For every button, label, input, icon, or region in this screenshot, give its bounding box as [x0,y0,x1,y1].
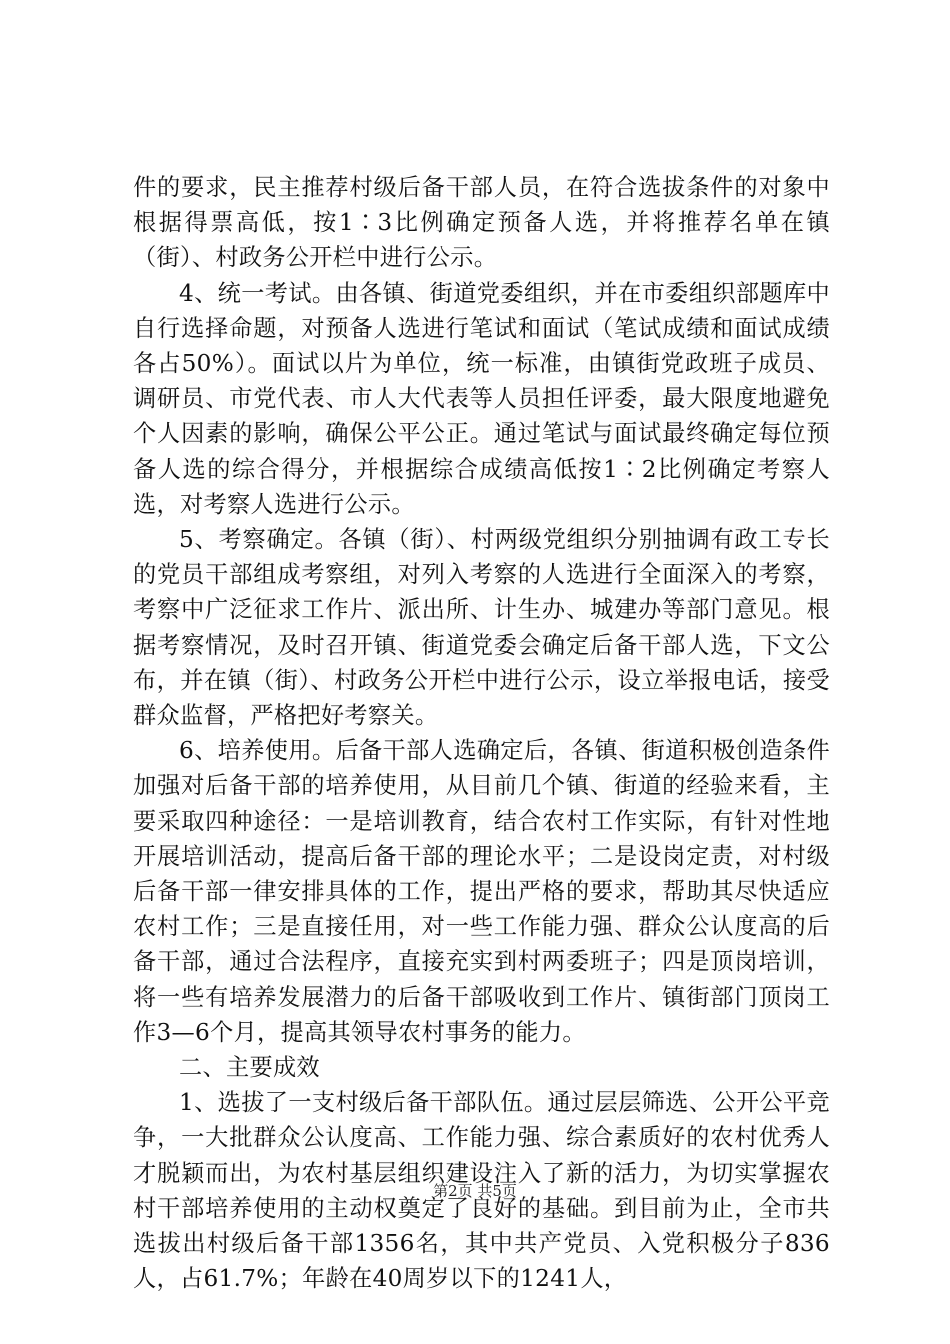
document-body [133,170,830,1297]
page-number-footer: 第2页 共5页 [433,1182,517,1200]
paragraph-selected-team: 1、选拔了一支村级后备干部队伍。通过层层筛选、公开公平竞争，一大批群众公认度高、工作能力强、综合素质好的农村优秀人才脱颖而出，为农村基层组织建设注入了新的活力，为切实掌握农村干部培养使用的主动权奠定了良好的基础。到目前为止，全市共选拔出村级后备干部1356名，其中共产党员、入党积极分子836人，占61.7%；年龄在40周岁以下的1241人， [133,1089,830,1293]
paragraph-unified-exam: 4、统一考试。由各镇、街道党委组织，并在市委组织部题库中自行选择命题，对预备人选进行笔试和面试（笔试成绩和面试成绩各占50%）。面试以片为单位，统一标准，由镇街党政班子成员、调研员、市党代表、市人大代表等人员担任评委，最大限度地避免个人因素的影响，确保公平公正。通过笔试与面试最终确定每位预备人选的综合得分，并根据综合成绩高低按1∶2比例确定考察人选，对考察人选进行公示。 [133,279,830,518]
paragraph-continuation: 件的要求，民主推荐村级后备干部人员，在符合选拔条件的对象中根据得票高低，按1∶3比例确定预备人选，并将推荐名单在镇（街）、村政务公开栏中进行公示。 [133,174,830,272]
paragraph-inspection: 5、考察确定。各镇（街）、村两级党组织分别抽调有政工专长的党员干部组成考察组，对列入考察的人选进行全面深入的考察，考察中广泛征求工作片、派出所、计生办、城建办等部门意见。根据考察情况，及时召开镇、街道党委会确定后备干部人选，下文公布，并在镇（街）、村政务公开栏中进行公示，设立举报电话，接受群众监督，严格把好考察关。 [133,526,830,730]
section-heading-main-results: 二、主要成效 [179,1054,320,1082]
paragraph-training-use: 6、培养使用。后备干部人选确定后，各镇、街道积极创造条件加强对后备干部的培养使用，从目前几个镇、街道的经验来看，主要采取四种途径：一是培训教育，结合农村工作实际，有针对性地开展培训活动，提高后备干部的理论水平；二是设岗定责，对村级后备干部一律安排具体的工作，提出严格的要求，帮助其尽快适应农村工作；三是直接任用，对一些工作能力强、群众公认度高的后备干部，通过合法程序，直接充实到村两委班子；四是顶岗培训，将一些有培养发展潜力的后备干部吸收到工作片、镇街部门顶岗工作3—6个月，提高其领导农村事务的能力。 [133,737,830,1046]
